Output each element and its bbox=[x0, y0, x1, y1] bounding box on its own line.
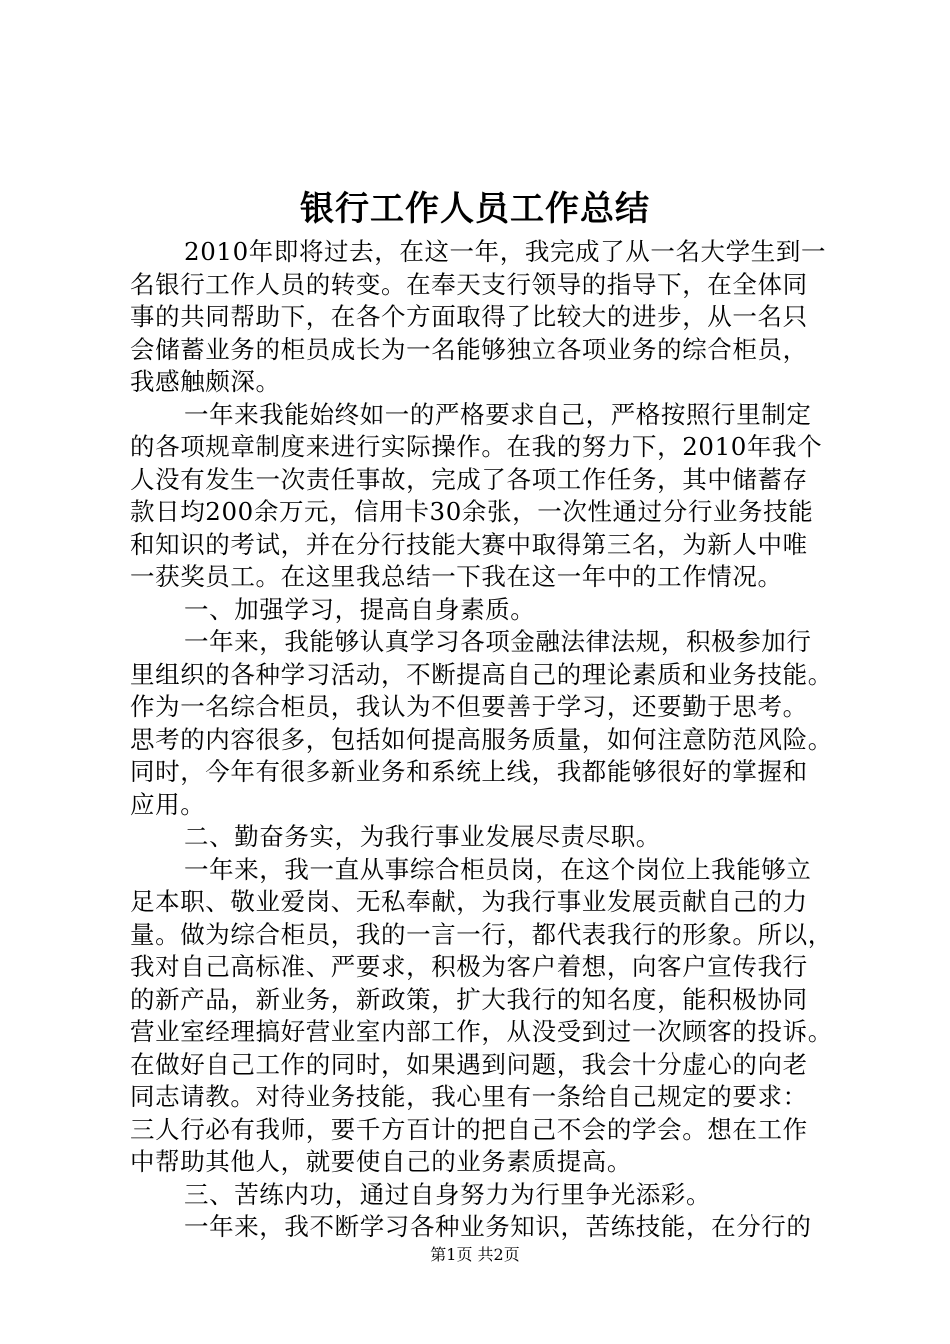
paragraph-line: 一年来，我不断学习各种业务知识，苦练技能，在分行的 bbox=[184, 1212, 812, 1241]
paragraph-line: 一获奖员工。在这里我总结一下我在这一年中的工作情况。 bbox=[130, 562, 783, 591]
page-footer: 第1页 共2页 bbox=[430, 1245, 520, 1264]
paragraph-line: 2010年即将过去，在这一年，我完成了从一名大学生到一 bbox=[184, 237, 827, 266]
paragraph-line: 作为一名综合柜员，我认为不但要善于学习，还要勤于思考。 bbox=[130, 692, 808, 721]
document-title: 银行工作人员工作总结 bbox=[300, 189, 650, 229]
paragraph-line: 足本职、敬业爱岗、无私奉献，为我行事业发展贡献自己的力 bbox=[130, 887, 808, 916]
paragraph-line: 同志请教。对待业务技能，我心里有一条给自己规定的要求： bbox=[130, 1082, 808, 1111]
paragraph-line: 的新产品，新业务，新政策，扩大我行的知名度，能积极协同 bbox=[130, 984, 808, 1014]
paragraph-line: 一年来我能始终如一的严格要求自己，严格按照行里制定 bbox=[184, 399, 812, 429]
section-heading: 一、加强学习，提高自身素质。 bbox=[184, 594, 536, 624]
paragraph-line: 我对自己高标准、严要求，积极为客户着想，向客户宣传我行 bbox=[130, 952, 808, 981]
paragraph-line: 会储蓄业务的柜员成长为一名能够独立各项业务的综合柜员， bbox=[130, 334, 808, 364]
paragraph-line: 应用。 bbox=[130, 789, 206, 819]
paragraph-line: 中帮助其他人，就要使自己的业务素质提高。 bbox=[130, 1147, 632, 1176]
paragraph-line: 人没有发生一次责任事故，完成了各项工作任务，其中储蓄存 bbox=[130, 464, 808, 494]
paragraph-line: 量。做为综合柜员，我的一言一行，都代表我行的形象。所以， bbox=[130, 919, 833, 949]
paragraph-line: 一年来，我能够认真学习各项金融法律法规，积极参加行 bbox=[184, 627, 812, 656]
document-body bbox=[130, 236, 833, 1244]
section-heading: 三、苦练内功，通过自身努力为行里争光添彩。 bbox=[184, 1179, 712, 1209]
paragraph-line: 三人行必有我师，要千方百计的把自己不会的学会。想在工作 bbox=[130, 1114, 808, 1144]
paragraph-line: 款日均200余万元，信用卡30余张，一次性通过分行业务技能 bbox=[130, 497, 814, 526]
paragraph-line: 里组织的各种学习活动，不断提高自己的理论素质和业务技能。 bbox=[130, 659, 833, 689]
paragraph-line: 我感触颇深。 bbox=[130, 367, 281, 396]
paragraph-line: 同时，今年有很多新业务和系统上线，我都能够很好的掌握和 bbox=[130, 757, 808, 786]
paragraph-line: 的各项规章制度来进行实际操作。在我的努力下，2010年我个 bbox=[130, 432, 823, 461]
paragraph-line: 思考的内容很多，包括如何提高服务质量，如何注意防范风险。 bbox=[130, 724, 833, 754]
section-heading: 二、勤奋务实，为我行事业发展尽责尽职。 bbox=[184, 822, 661, 851]
paragraph-line: 名银行工作人员的转变。在奉天支行领导的指导下，在全体同 bbox=[130, 269, 808, 299]
paragraph-line: 在做好自己工作的同时，如果遇到问题，我会十分虚心的向老 bbox=[130, 1049, 808, 1079]
paragraph-line: 营业室经理搞好营业室内部工作，从没受到过一次顾客的投诉。 bbox=[130, 1017, 833, 1046]
paragraph-line: 一年来，我一直从事综合柜员岗，在这个岗位上我能够立 bbox=[184, 854, 812, 884]
paragraph-line: 和知识的考试，并在分行技能大赛中取得第三名，为新人中唯 bbox=[130, 529, 808, 559]
paragraph-line: 事的共同帮助下，在各个方面取得了比较大的进步，从一名只 bbox=[130, 302, 808, 331]
